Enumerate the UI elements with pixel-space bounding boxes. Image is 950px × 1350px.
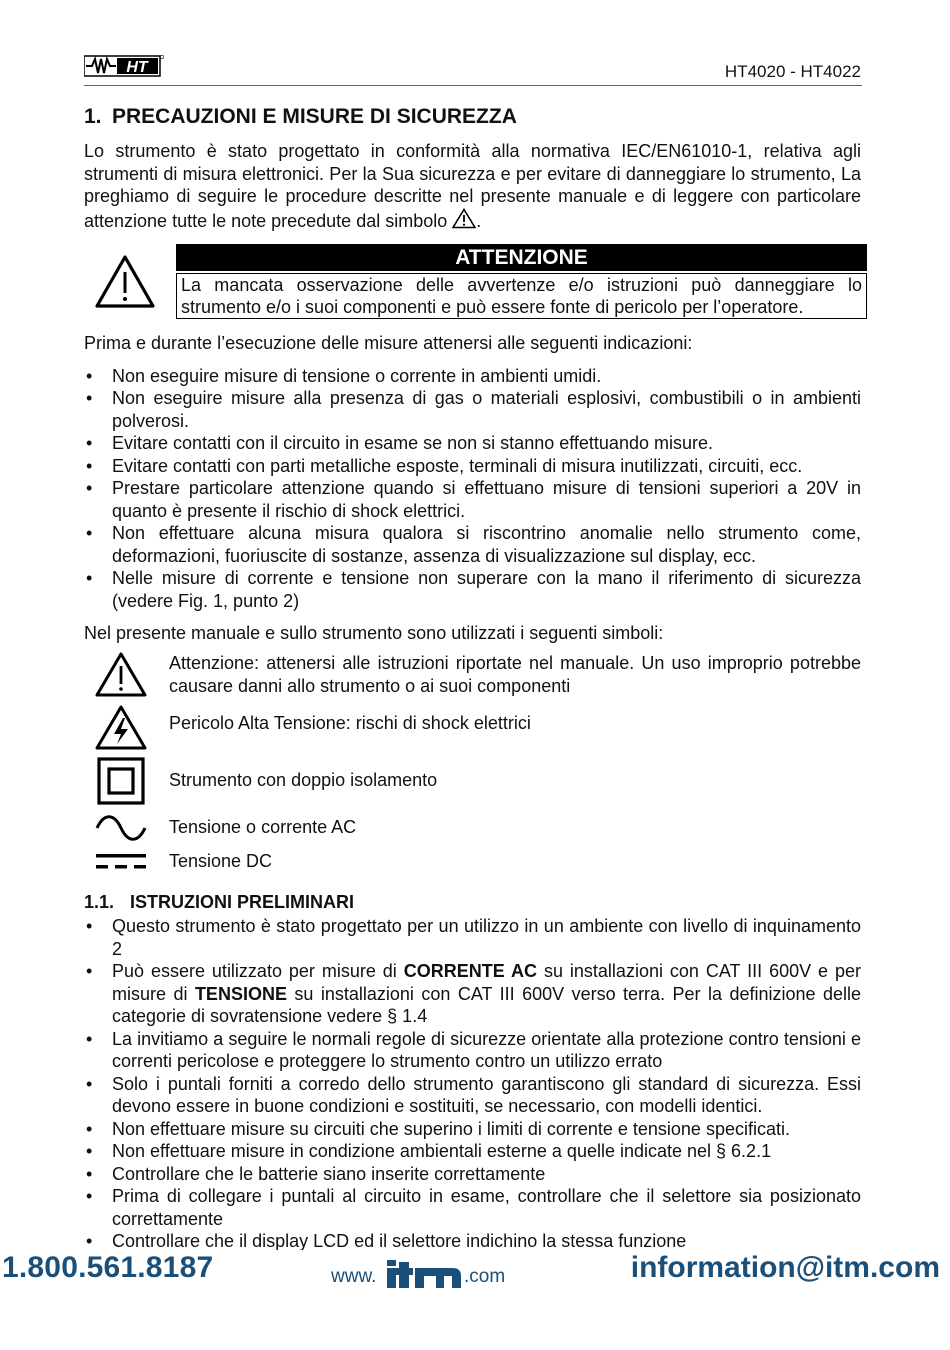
footer-email[interactable]: information@itm.com [630,1251,940,1284]
page-content [84,104,861,1250]
list-item: • Non effettuare misure su circuiti che superino i limiti di corrente e tensione specificati. [84,1118,861,1141]
svg-text:itm: itm [387,1256,389,1257]
list-item: • Prestare particolare attenzione quando si effettuano misure di tensioni superiori a 20V in quanto è presente il rischio di shock elettrici. [84,477,861,522]
double-insulation-icon [84,757,169,805]
symbol-description: Pericolo Alta Tensione: rischi di shock elettrici [169,713,531,734]
section-1-title: 1. PRECAUZIONI E MISURE DI SICUREZZA [84,105,517,128]
symbol-description: Attenzione: attenersi alle istruzioni riportate nel manuale. Un uso improprio potrebbe causare danni allo strumento o ai suoi componenti [169,653,861,696]
symbol-row [84,703,861,753]
list-item: • Non eseguire misure alla presenza di gas o materiali esplosivi, combustibili o in ambienti polverosi. [84,387,861,432]
precautions-lead: Prima e durante l’esecuzione delle misure attenersi alle seguenti indicazioni: [84,333,693,353]
symbol-description: Tensione DC [169,851,273,872]
symbol-row [84,649,861,701]
list-item: • Evitare contatti con il circuito in esame se non si stanno effettuando misure. [84,432,861,455]
list-item: • Non effettuare alcuna misura qualora si riscontrino anomalie nello strumento come, deformazioni, fuoriuscite di sostanze, assenza di visualizzazione sul display, ecc. [84,522,861,567]
svg-text:HT: HT [126,59,148,76]
ac-icon [84,815,169,841]
list-item: • Prima di collegare i puntali al circuito in esame, controllare che il selettore sia posizionato correttamente [84,1185,861,1230]
list-item: • Non eseguire misure di tensione o corrente in ambienti umidi. [84,365,861,388]
list-item: • Solo i puntali forniti a corredo dello strumento garantiscono gli standard di sicurezza. Essi devono essere in buone condizioni e sostituiti, se necessario, con modelli identici. [84,1073,861,1118]
symbol-row [84,755,861,807]
warning-title: ATTENZIONE [176,244,867,271]
list-item: • La invitiamo a seguire le normali regole di sicurezze orientate alla protezione contro tensioni e correnti pericolose e proteggere lo strumento contro un utilizzo errato [84,1028,861,1073]
symbol-row [84,847,861,877]
list-item: • Controllare che il display LCD ed il selettore indichino la stessa funzione [84,1230,861,1250]
list-item: • Nelle misure di corrente e tensione non superare con la mano il riferimento di sicurezza (vedere Fig. 1, punto 2) [84,567,861,612]
list-item: • Può essere utilizzato per misure di CORRENTE AC su installazioni con CAT III 600V e per misure di TENSIONE su installazioni con CAT III 600V verso terra. Per la definizione delle categorie di sovratensione vedere § 1.4 [84,960,861,1028]
symbols-list [84,649,861,877]
warning-triangle-icon [452,208,476,235]
warning-box [84,244,861,322]
model-number: HT4020 - HT4022 [724,62,861,81]
list-item: • Non effettuare misure in condizione ambientali esterne a quelle indicate nel § 6.2.1 [84,1140,861,1163]
dc-icon [84,852,169,872]
symbols-lead: Nel presente manuale e sullo strumento sono utilizzati i seguenti simboli: [84,623,664,643]
high-voltage-icon [84,704,169,752]
section-1-1-title: 1.1. ISTRUZIONI PRELIMINARI [84,891,354,912]
precautions-list [84,365,861,613]
footer-phone[interactable]: 1.800.561.8187 [2,1251,214,1284]
warning-triangle-icon [94,254,156,316]
footer-banner: 1.800.561.8187 www. itm .com information@itm.com [0,1250,950,1290]
list-item: • Evitare contatti con parti metalliche esposte, terminali di misura inutilizzati, circuiti, ecc. [84,455,861,478]
symbol-description: Tensione o corrente AC [169,817,357,838]
list-item: • Controllare che le batterie siano inserite correttamente [84,1163,861,1186]
list-item: • Questo strumento è stato progettato per un utilizzo in un ambiente con livello di inquinamento 2 [84,915,861,960]
warning-triangle-icon [84,651,169,699]
symbol-description: Strumento con doppio isolamento [169,770,438,791]
preliminary-list [84,915,861,1250]
warning-body: La mancata osservazione delle avvertenze e/o istruzioni può danneggiare lo strumento e/o i suoi componenti e può essere fonte di pericolo per l’operatore. [176,273,867,319]
symbol-row [84,811,861,845]
section-1-intro: Lo strumento è stato progettato in conformità alla normativa IEC/EN61010-1, relativa agli strumenti di misura elettronici. Per la Sua sicurezza e per evitare di danneggiare lo strumento, La preghiamo di seguire le procedure descritte nel presente manuale e di leggere con particolare attenzione tutte le note precedute dal simbolo . [84,140,861,234]
itm-logo [387,1256,463,1295]
